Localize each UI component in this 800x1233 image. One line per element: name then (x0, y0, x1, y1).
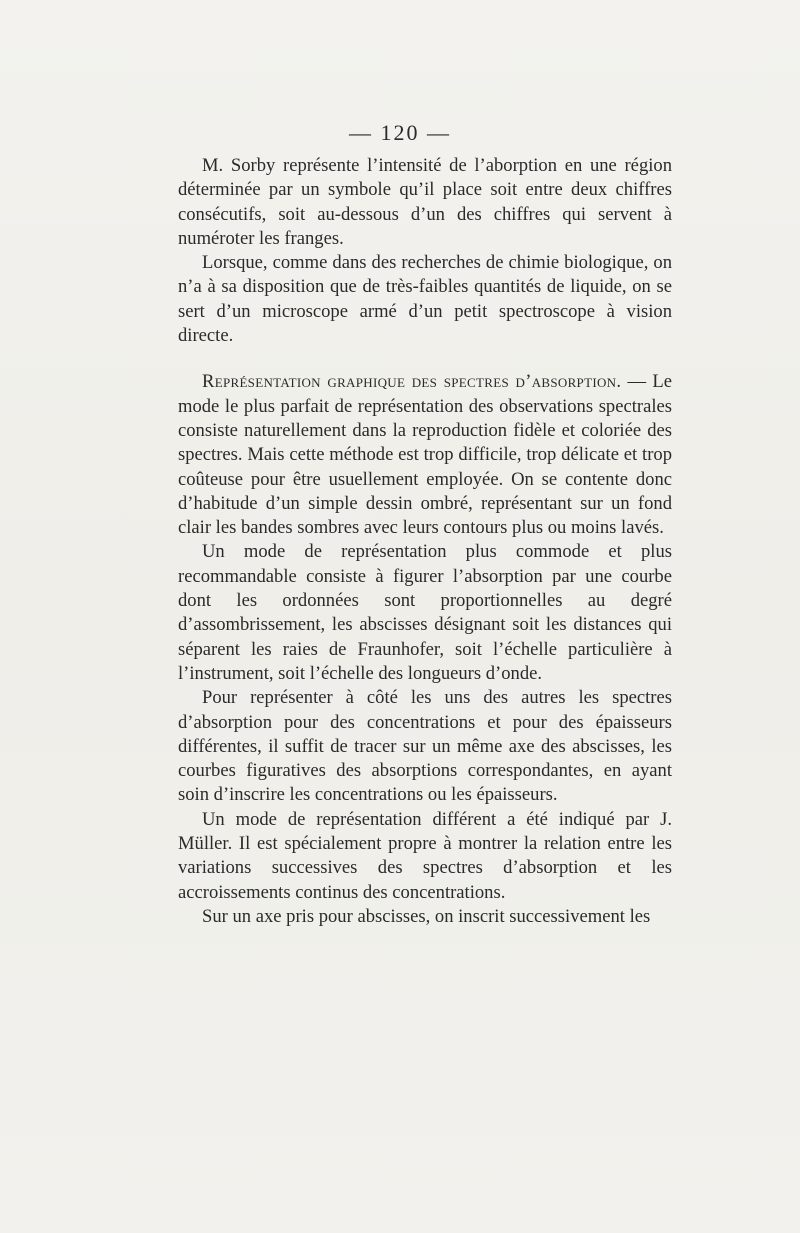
paragraph-concentrations: Pour représenter à côté les uns des autres les spectres d’absorption pour des concentrations et pour des épaisseurs différentes, il suffit de tracer sur un même axe des abscisses, les courbes figuratives des absorptions correspondantes, en ayant soin d’inscrire les concentrations ou les épaisseurs. (178, 687, 672, 806)
paragraph-sorby: M. Sorby représente l’intensité de l’aborption en une région déterminée par un symbole qu’il place soit entre deux chiffres consécutifs, soit au-dessous d’un des chiffres qui servent à numéroter les franges. (178, 155, 672, 249)
paragraph-microscope: Lorsque, comme dans des recherches de chimie biologique, on n’a à sa disposition que de très-faibles quantités de liquide, on se sert d’un microscope armé d’un petit spectroscope à vision directe. (178, 252, 672, 347)
paragraph-representation (178, 370, 672, 540)
paragraph-muller: Un mode de représentation différent a été indiqué par J. Müller. Il est spécialement propre à montrer la relation entre les variations successives des spectres d’absorption et les accroissements continus des concentrations. (178, 808, 672, 903)
page-number: — 120 — (349, 120, 451, 145)
section-heading: Représentation graphique des spectres d’absorption. (202, 371, 622, 393)
paragraph-representation-text: — Le mode le plus parfait de représentation des observations spectrales consiste naturellement dans la reproduction fidèle et coloriée des spectres. Mais cette méthode est trop difficile, trop délicate et trop coûteuse pour être usuellement employée. On se contente donc d’habitude d’un simple dessin ombré, représentant sur un fond clair les bandes sombres avec leurs contours plus ou moins lavés. (178, 371, 672, 539)
paragraph-courbe: Un mode de représentation plus commode et plus recommandable consiste à figurer l’absorption par une courbe dont les ordonnées sont proportionnelles au degré d’assombrissement, les abscisses désignant soit les distances qui séparent les raies de Fraunhofer, soit l’échelle particulière à l’instrument, soit l’échelle des longueurs d’onde. (178, 541, 672, 684)
body-text (178, 154, 672, 929)
paragraph-abscisses: Sur un axe pris pour abscisses, on inscrit successivement les (202, 905, 651, 927)
